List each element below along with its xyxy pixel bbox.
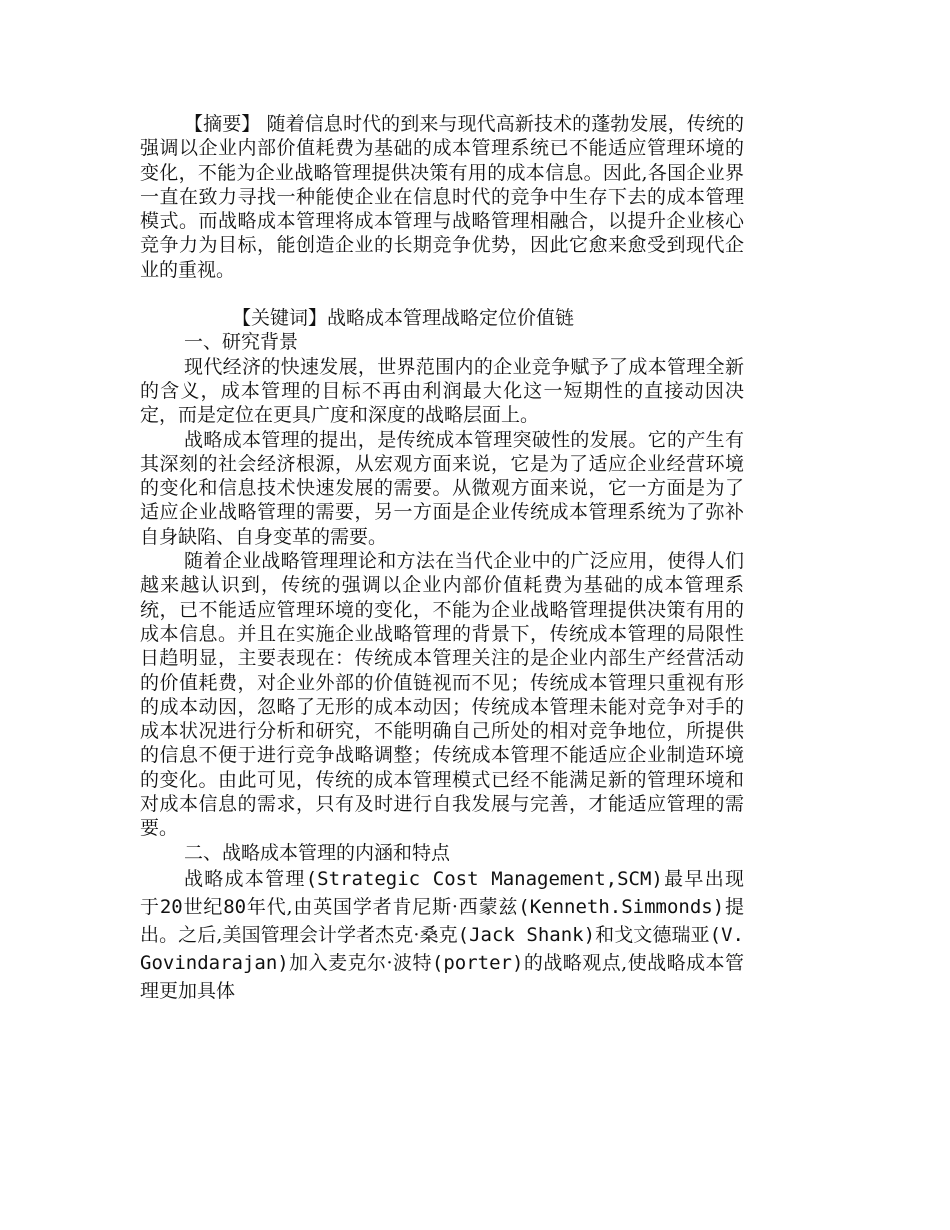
- text-run: 最早出现于: [140, 867, 744, 918]
- number-run: 20: [159, 895, 183, 918]
- paragraph-spacer: [140, 282, 744, 306]
- text-run: 提出。之后,美国管理会计学者杰克·桑克: [140, 895, 744, 946]
- background-paragraph-2: 战略成本管理的提出，是传统成本管理突破性的发展。它的产生有其深刻的社会经济根源，从宏观方面来说，它是为了适应企业经营环境的变化和信息技术快速发展的需要。从微观方面来说，它一方面是为了适应企业战略管理的需要，另一方面是企业传统成本管理系统为了弥补自身缺陷、自身变革的需要。: [140, 428, 744, 548]
- section-heading-background: 一、研究背景: [184, 331, 299, 354]
- english-term: (Kenneth.Simmonds): [518, 895, 725, 918]
- text-run: 的战略观点,使战略成本管理更加具体: [140, 951, 744, 1002]
- abstract-paragraph: 【摘要】 随着信息时代的到来与现代高新技术的蓬勃发展，传统的强调以企业内部价值耗费为基础的成本管理系统已不能适应管理环境的变化，不能为企业战略管理提供决策有用的成本信息。因此,各国企业界一直在致力寻找一种能使企业在信息时代的竞争中生存下去的成本管理模式。而战略成本管理将成本管理与战略管理相融合，以提升企业核心竞争力为目标，能创造企业的长期竞争优势，因此它愈来愈受到现代企业的重视。: [140, 113, 744, 281]
- text-run: 加入麦克尔·波特: [288, 951, 432, 974]
- connotation-paragraph-1: [140, 865, 744, 1005]
- section-heading-connotation: 二、战略成本管理的内涵和特点: [184, 841, 451, 864]
- english-term: (Strategic Cost Management,SCM): [305, 867, 663, 890]
- text-run: 和戈文德瑞亚: [595, 923, 710, 946]
- background-paragraph-3: 随着企业战略管理理论和方法在当代企业中的广泛应用，使得人们越来越认识到，传统的强调以企业内部价值耗费为基础的成本管理系统，已不能适应管理环境的变化，不能为企业战略管理提供决策有用的成本信息。并且在实施企业战略管理的背景下，传统成本管理的局限性日趋明显，主要表现在：传统成本管理关注的是企业内部生产经营活动的价值耗费，对企业外部的价值链视而不见；传统成本管理只重视有形的成本动因，忽略了无形的成本动因；传统成本管理未能对竞争对手的成本状况进行分析和研究，不能明确自己所处的相对竞争地位，所提供的信息不便于进行竞争战略调整；传统成本管理不能适应企业制造环境的变化。由此可见，传统的成本管理模式已经不能满足新的管理环境和对成本信息的需求，只有及时进行自我发展与完善，才能适应管理的需要。: [140, 550, 744, 840]
- number-run: 80: [223, 895, 247, 918]
- document-page: [140, 112, 744, 1005]
- text-run: 年代,由英国学者肯尼斯·西蒙兹: [246, 895, 519, 918]
- background-paragraph-1: 现代经济的快速发展，世界范围内的企业竞争赋予了成本管理全新的含义，成本管理的目标不再由利润最大化这一短期性的直接动因决定，而是定位在更具广度和深度的战略层面上。: [140, 355, 744, 427]
- english-term: (Jack Shank): [457, 923, 596, 946]
- text-run: 世纪: [182, 895, 224, 918]
- keywords-line: 【关键词】战略成本管理战略定位价值链: [232, 307, 575, 330]
- english-term: (V.Govindarajan): [140, 923, 744, 974]
- english-term: (porter): [431, 951, 524, 974]
- text-run: 战略成本管理: [184, 867, 306, 890]
